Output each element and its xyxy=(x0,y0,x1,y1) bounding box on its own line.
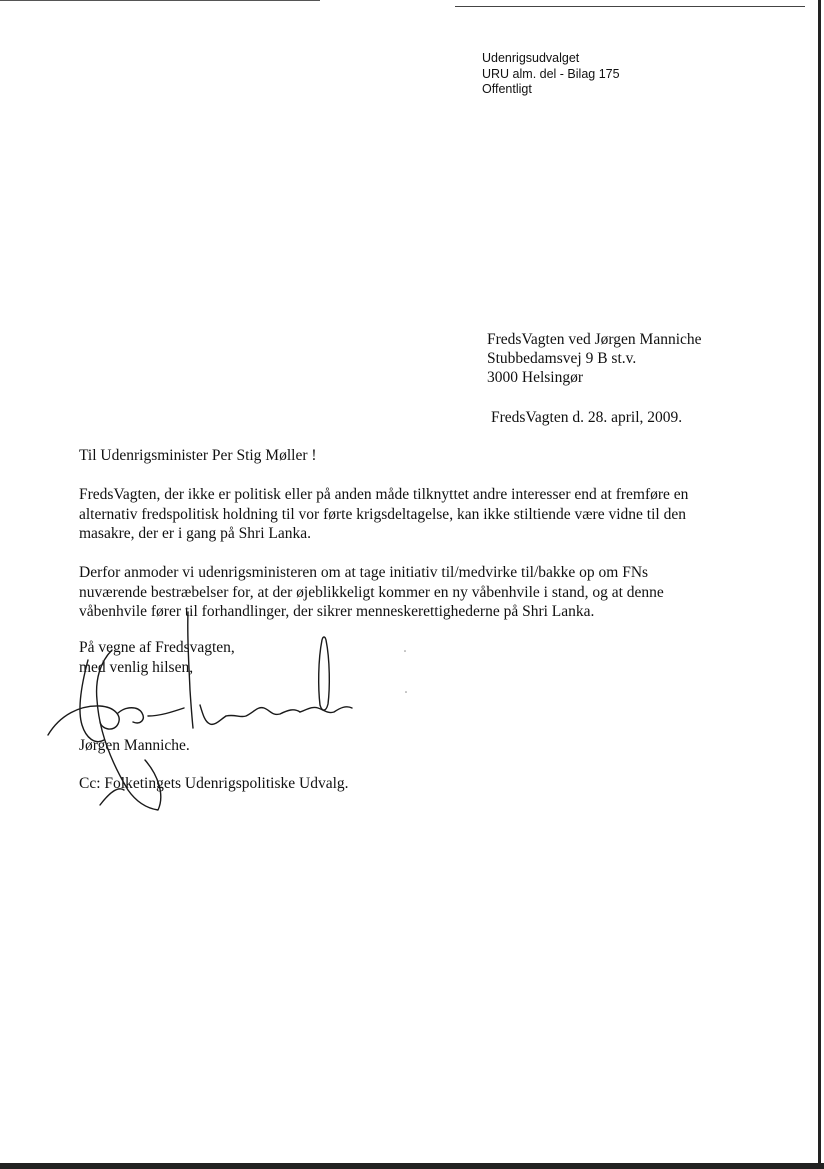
body-paragraph-2 xyxy=(79,563,664,622)
closing-line-1: På vegne af Fredsvagten, xyxy=(79,639,235,656)
closing-line-2: med venlig hilsen, xyxy=(79,659,194,676)
stamp-status: Offentligt xyxy=(482,82,532,96)
paragraph-line: alternativ fredspolitisk holdning til vor førte krigsdeltagelse, kan ikke stiltiende være vidne til den xyxy=(79,505,686,523)
stamp-reference: URU alm. del - Bilag 175 xyxy=(482,66,620,81)
scan-artifact-bottom-border xyxy=(0,1163,824,1169)
sender-street: Stubbedamsvej 9 B st.v. xyxy=(487,350,637,367)
scan-artifact-top-line xyxy=(0,0,320,1)
scan-artifact-edge-line xyxy=(455,6,805,7)
paragraph-line: Derfor anmoder vi udenrigsministeren om at tage initiativ til/medvirke til/bakke op om FNs xyxy=(79,564,649,581)
paragraph-line: nuværende bestræbelser for, at der øjeblikkeligt kommer en ny våbenhvile i stand, og at denne xyxy=(79,583,664,601)
sender-city: 3000 Helsingør xyxy=(487,369,584,386)
cc-line: Cc: Folketingets Udenrigspolitiske Udvalg. xyxy=(79,775,349,792)
date-line: FredsVagten d. 28. april, 2009. xyxy=(491,409,683,426)
paragraph-line: våbenhvile fører til forhandlinger, der sikrer menneskerettighederne på Shri Lanka. xyxy=(79,603,595,621)
sender-name: FredsVagten ved Jørgen Manniche xyxy=(487,331,702,348)
salutation: Til Udenrigsminister Per Stig Møller ! xyxy=(79,447,317,464)
scan-artifact-right-border xyxy=(818,0,821,1169)
sender-address xyxy=(487,330,702,387)
document-stamp xyxy=(482,51,620,98)
body-paragraph-1 xyxy=(79,485,688,544)
closing xyxy=(79,638,235,678)
stamp-committee: Udenrigsudvalget xyxy=(482,51,580,65)
paragraph-line: FredsVagten, der ikke er politisk eller på anden måde tilknyttet andre interesser end at fremføre en xyxy=(79,486,689,503)
paragraph-line: masakre, der er i gang på Shri Lanka. xyxy=(79,525,311,543)
signer-name: Jørgen Manniche. xyxy=(79,737,190,754)
